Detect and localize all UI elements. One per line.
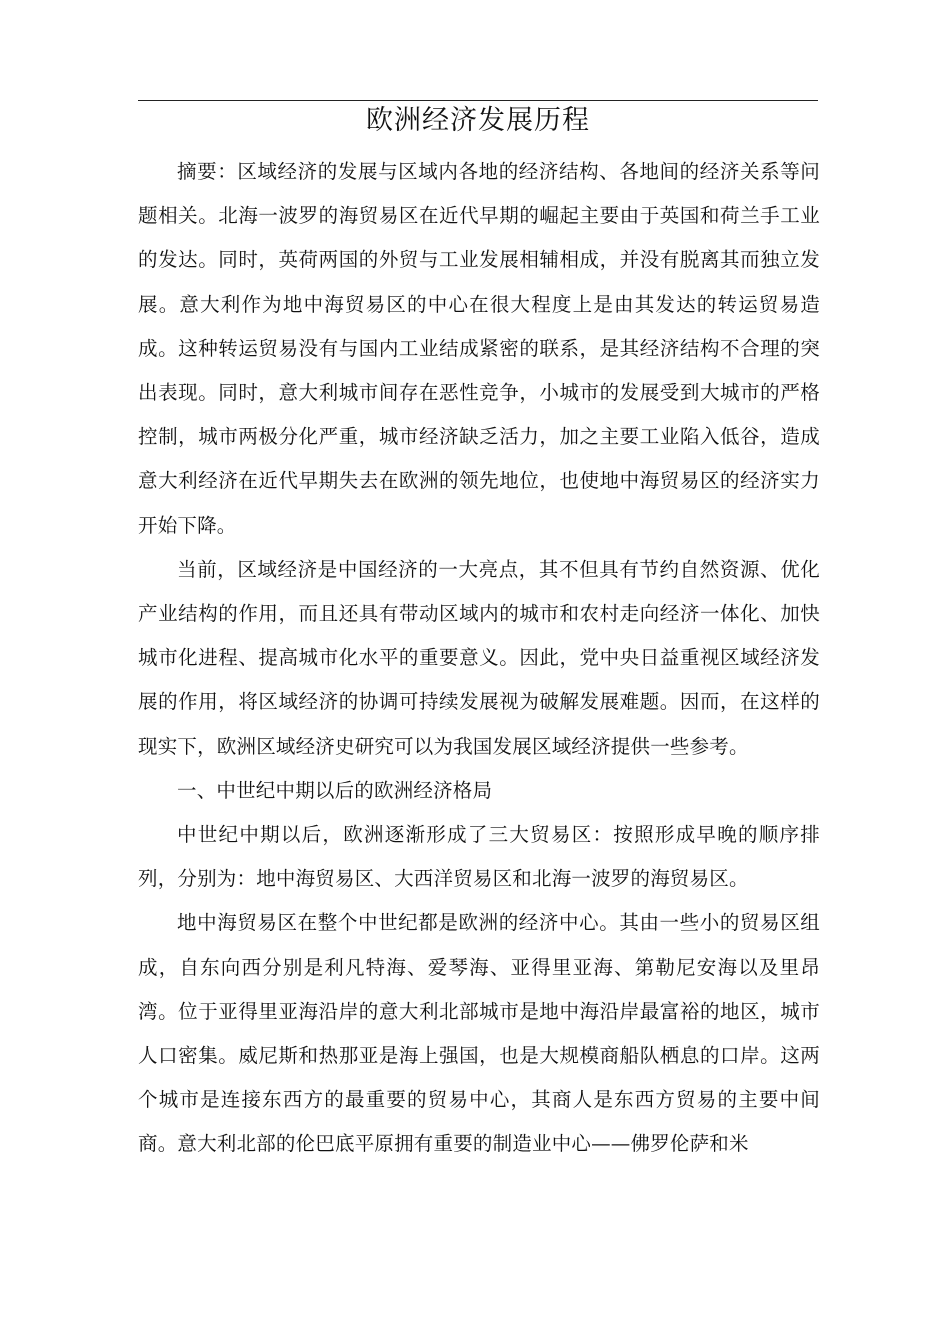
intro-paragraph: 当前，区域经济是中国经济的一大亮点，其不但具有节约自然资源、优化产业结构的作用，而且还具有带动区域内的城市和农村走向经济一体化、加快城市化进程、提高城市化水平的重要意义。因此，党中央日益重视区域经济发展的作用，将区域经济的协调可持续发展视为破解发展难题。因而，在这样的现实下，欧洲区域经济史研究可以为我国发展区域经济提供一些参考。 — [138, 557, 820, 758]
body-paragraph: 中世纪中期以后，欧洲逐渐形成了三大贸易区：按照形成早晚的顺序排列，分别为：地中海贸易区、大西洋贸易区和北海一波罗的海贸易区。 — [138, 823, 820, 891]
abstract-paragraph: 摘要：区域经济的发展与区域内各地的经济结构、各地间的经济关系等问题相关。北海一波罗的海贸易区在近代早期的崛起主要由于英国和荷兰手工业的发达。同时，英荷两国的外贸与工业发展相辅相成，并没有脱离其而独立发展。意大利作为地中海贸易区的中心在很大程度上是由其发达的转运贸易造成。这种转运贸易没有与国内工业结成紧密的联系，是其经济结构不合理的突出表现。同时，意大利城市间存在恶性竞争，小城市的发展受到大城市的严格控制，城市两极分化严重，城市经济缺乏活力，加之主要工业陷入低谷，造成意大利经济在近代早期失去在欧洲的领先地位，也使地中海贸易区的经济实力开始下降。 — [138, 160, 820, 537]
document-title: 欧洲经济发展历程 — [366, 105, 590, 136]
section-heading: 一、中世纪中期以后的欧洲经济格局 — [177, 778, 493, 802]
body-paragraph: 地中海贸易区在整个中世纪都是欧洲的经济中心。其由一些小的贸易区组成，自东向西分别是利凡特海、爱琴海、亚得里亚海、第勒尼安海以及里昂湾。位于亚得里亚海沿岸的意大利北部城市是地中海沿岸最富裕的地区，城市人口密集。威尼斯和热那亚是海上强国，也是大规模商船队栖息的口岸。这两个城市是连接东西方的最重要的贸易中心，其商人是东西方贸易的主要中间商。意大利北部的伦巴底平原拥有重要的制造业中心——佛罗伦萨和米 — [138, 911, 820, 1156]
document-body — [138, 150, 820, 1167]
